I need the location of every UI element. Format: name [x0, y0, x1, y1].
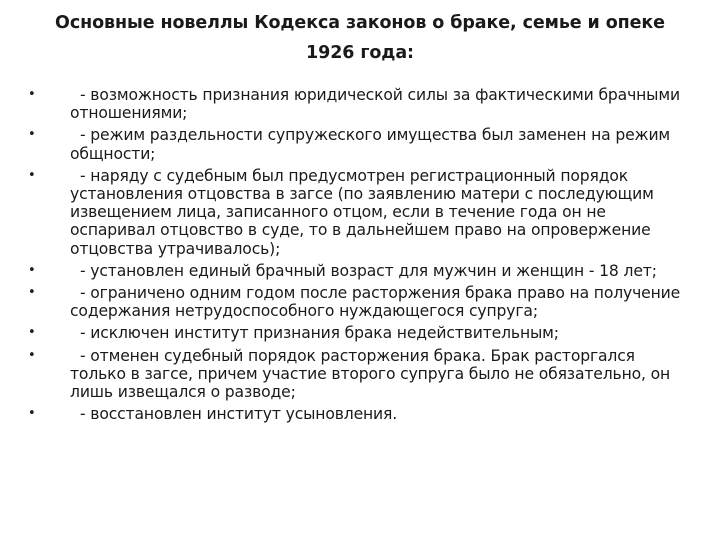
bullet-icon: • — [28, 406, 36, 422]
list-item — [28, 347, 692, 402]
slide-title — [20, 8, 700, 68]
bullet-icon: • — [28, 262, 36, 278]
title-line-1: Основные новеллы Кодекса законов о браке, семье и опеке — [55, 13, 665, 33]
title-line-2: 1926 года: — [306, 43, 414, 63]
list-item — [28, 126, 692, 162]
bullet-text: - наряду с судебным был предусмотрен регистрационный порядок установления отцовства в загсе (по заявлению матери с последующим извещением лица, записанного отцом, если в течение года он не оспаривал отцовство в суде, то в дальнейшем право на опровержение отцовства утрачивалось); — [70, 166, 654, 258]
bullet-icon: • — [28, 325, 36, 341]
bullet-text: - отменен судебный порядок расторжения брака. Брак расторгался только в загсе, причем участие второго супруга было не обязательно, он лишь извещался о разводе; — [70, 346, 671, 402]
bullet-icon: • — [28, 347, 36, 363]
list-item — [28, 405, 692, 423]
bullet-icon: • — [28, 87, 36, 102]
bullet-icon: • — [28, 127, 36, 143]
bullet-text: - режим раздельности супружеского имущества был заменен на режим общности; — [70, 126, 671, 163]
bullet-list — [28, 86, 692, 427]
bullet-text: - возможность признания юридической силы за фактическими брачными отношениями; — [70, 86, 680, 123]
bullet-text: - восстановлен институт усыновления. — [80, 405, 398, 424]
bullet-text: - ограничено одним годом после расторжения брака право на получение содержания нетрудоспособного нуждающегося супруга; — [70, 284, 681, 321]
bullet-icon: • — [28, 285, 36, 301]
bullet-text: - установлен единый брачный возраст для мужчин и женщин - 18 лет; — [80, 261, 657, 280]
bullet-text: - исключен институт признания брака недействительным; — [80, 324, 559, 343]
list-item — [28, 86, 692, 122]
list-item — [28, 324, 692, 342]
list-item — [28, 262, 692, 280]
bullet-icon: • — [28, 167, 36, 183]
list-item — [28, 284, 692, 320]
list-item — [28, 167, 692, 258]
